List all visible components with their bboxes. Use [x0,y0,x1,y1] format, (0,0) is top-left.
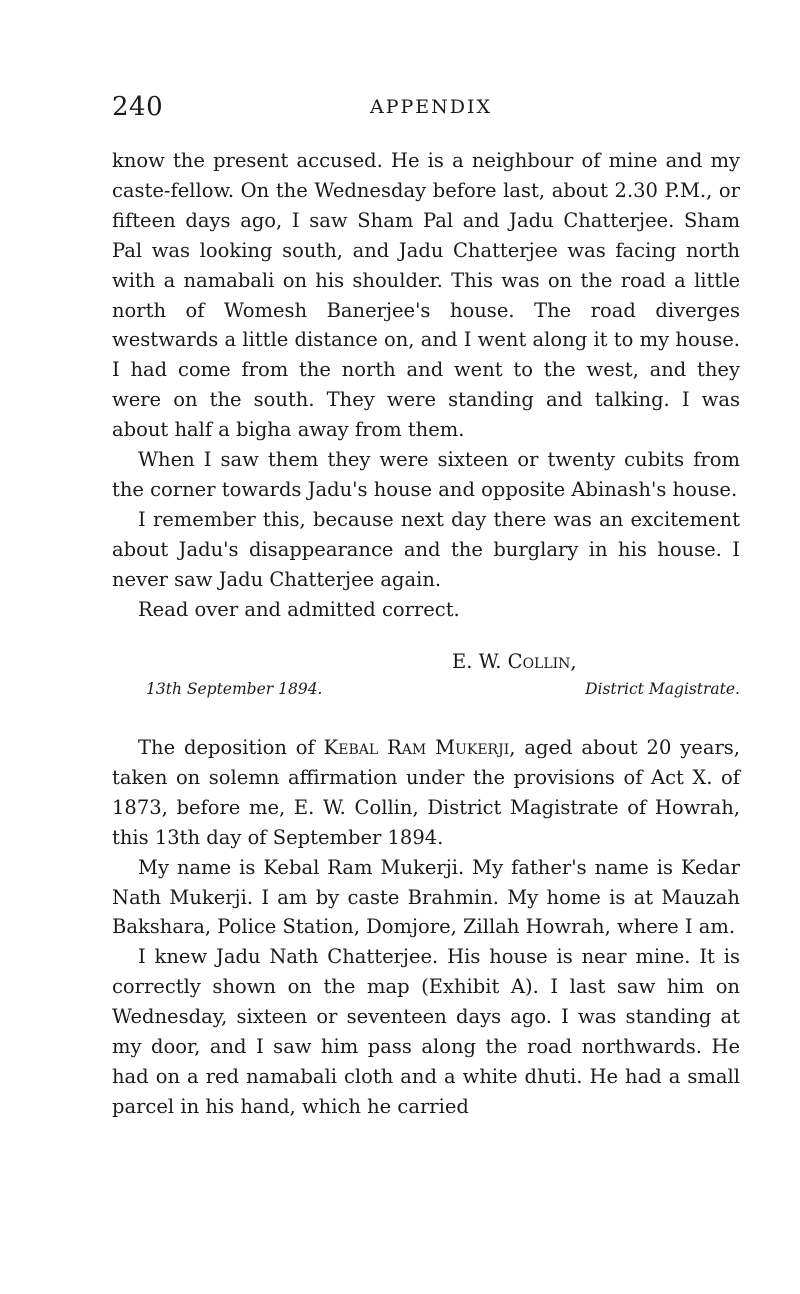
paragraph: know the present accused. He is a neighbour of mine and my caste-fellow. On the Wednesday before last, about 2.30 P.M., or fifteen days ago, I saw Sham Pal and Jadu Chatterjee. Sham Pal was looking south, and Jadu Chatterjee was facing north with a namabali on his shoulder. This was on the road a little north of Womesh Banerjee's house. The road diverges westwards a little distance on, and I went along it to my house. I had come from the north and went to the west, and they were on the south. They were standing and talking. I was about half a bigha away from them. [112,149,740,442]
deposition-intro [112,733,740,853]
intro-before: The deposition of [138,736,324,759]
paragraph: I remember this, because next day there was an excitement about Jadu's disappearance and the burglary in his house. I never saw Jadu Chatterjee again. [112,507,740,591]
deposition-continuation [112,146,740,625]
signature-name: E. W. Collin, [452,650,577,673]
paragraph: Read over and admitted correct. [138,597,460,621]
intro-after: aged about 20 years, taken on solemn affirmation under the provisions of Act X. of 1873, before me, E. W. Collin, District Magistrate of Howrah, this 13th day of September 1894. [112,736,740,849]
paragraph: When I saw them they were sixteen or twenty cubits from the corner towards Jadu's house and opposite Abinash's house. [112,448,740,501]
running-head [112,92,740,128]
deponent-name: Kebal Ram Mukerji, [323,736,516,759]
deposition-kebal-ram [112,733,740,1122]
date-line [112,680,740,704]
paragraph: My name is Kebal Ram Mukerji. My father's name is Kedar Nath Mukerji. I am by caste Brahmin. My home is at Mauzah Bakshara, Police Station, Domjore, Zillah Howrah, where I am. [112,855,740,939]
running-head-title: APPENDIX [370,96,493,118]
magistrate-office: District Magistrate. [585,680,740,698]
page-number: 240 [112,92,164,122]
paragraph: I knew Jadu Nath Chatterjee. His house is near mine. It is correctly shown on the map (Exhibit A). I last saw him on Wednesday, sixteen or seventeen days ago. I was standing at my door, and I saw him pass along the road northwards. He had on a red namabali cloth and a white dhuti. He had a small parcel in his hand, which he carried [112,945,740,1118]
deposition-date: 13th September 1894. [146,680,323,698]
